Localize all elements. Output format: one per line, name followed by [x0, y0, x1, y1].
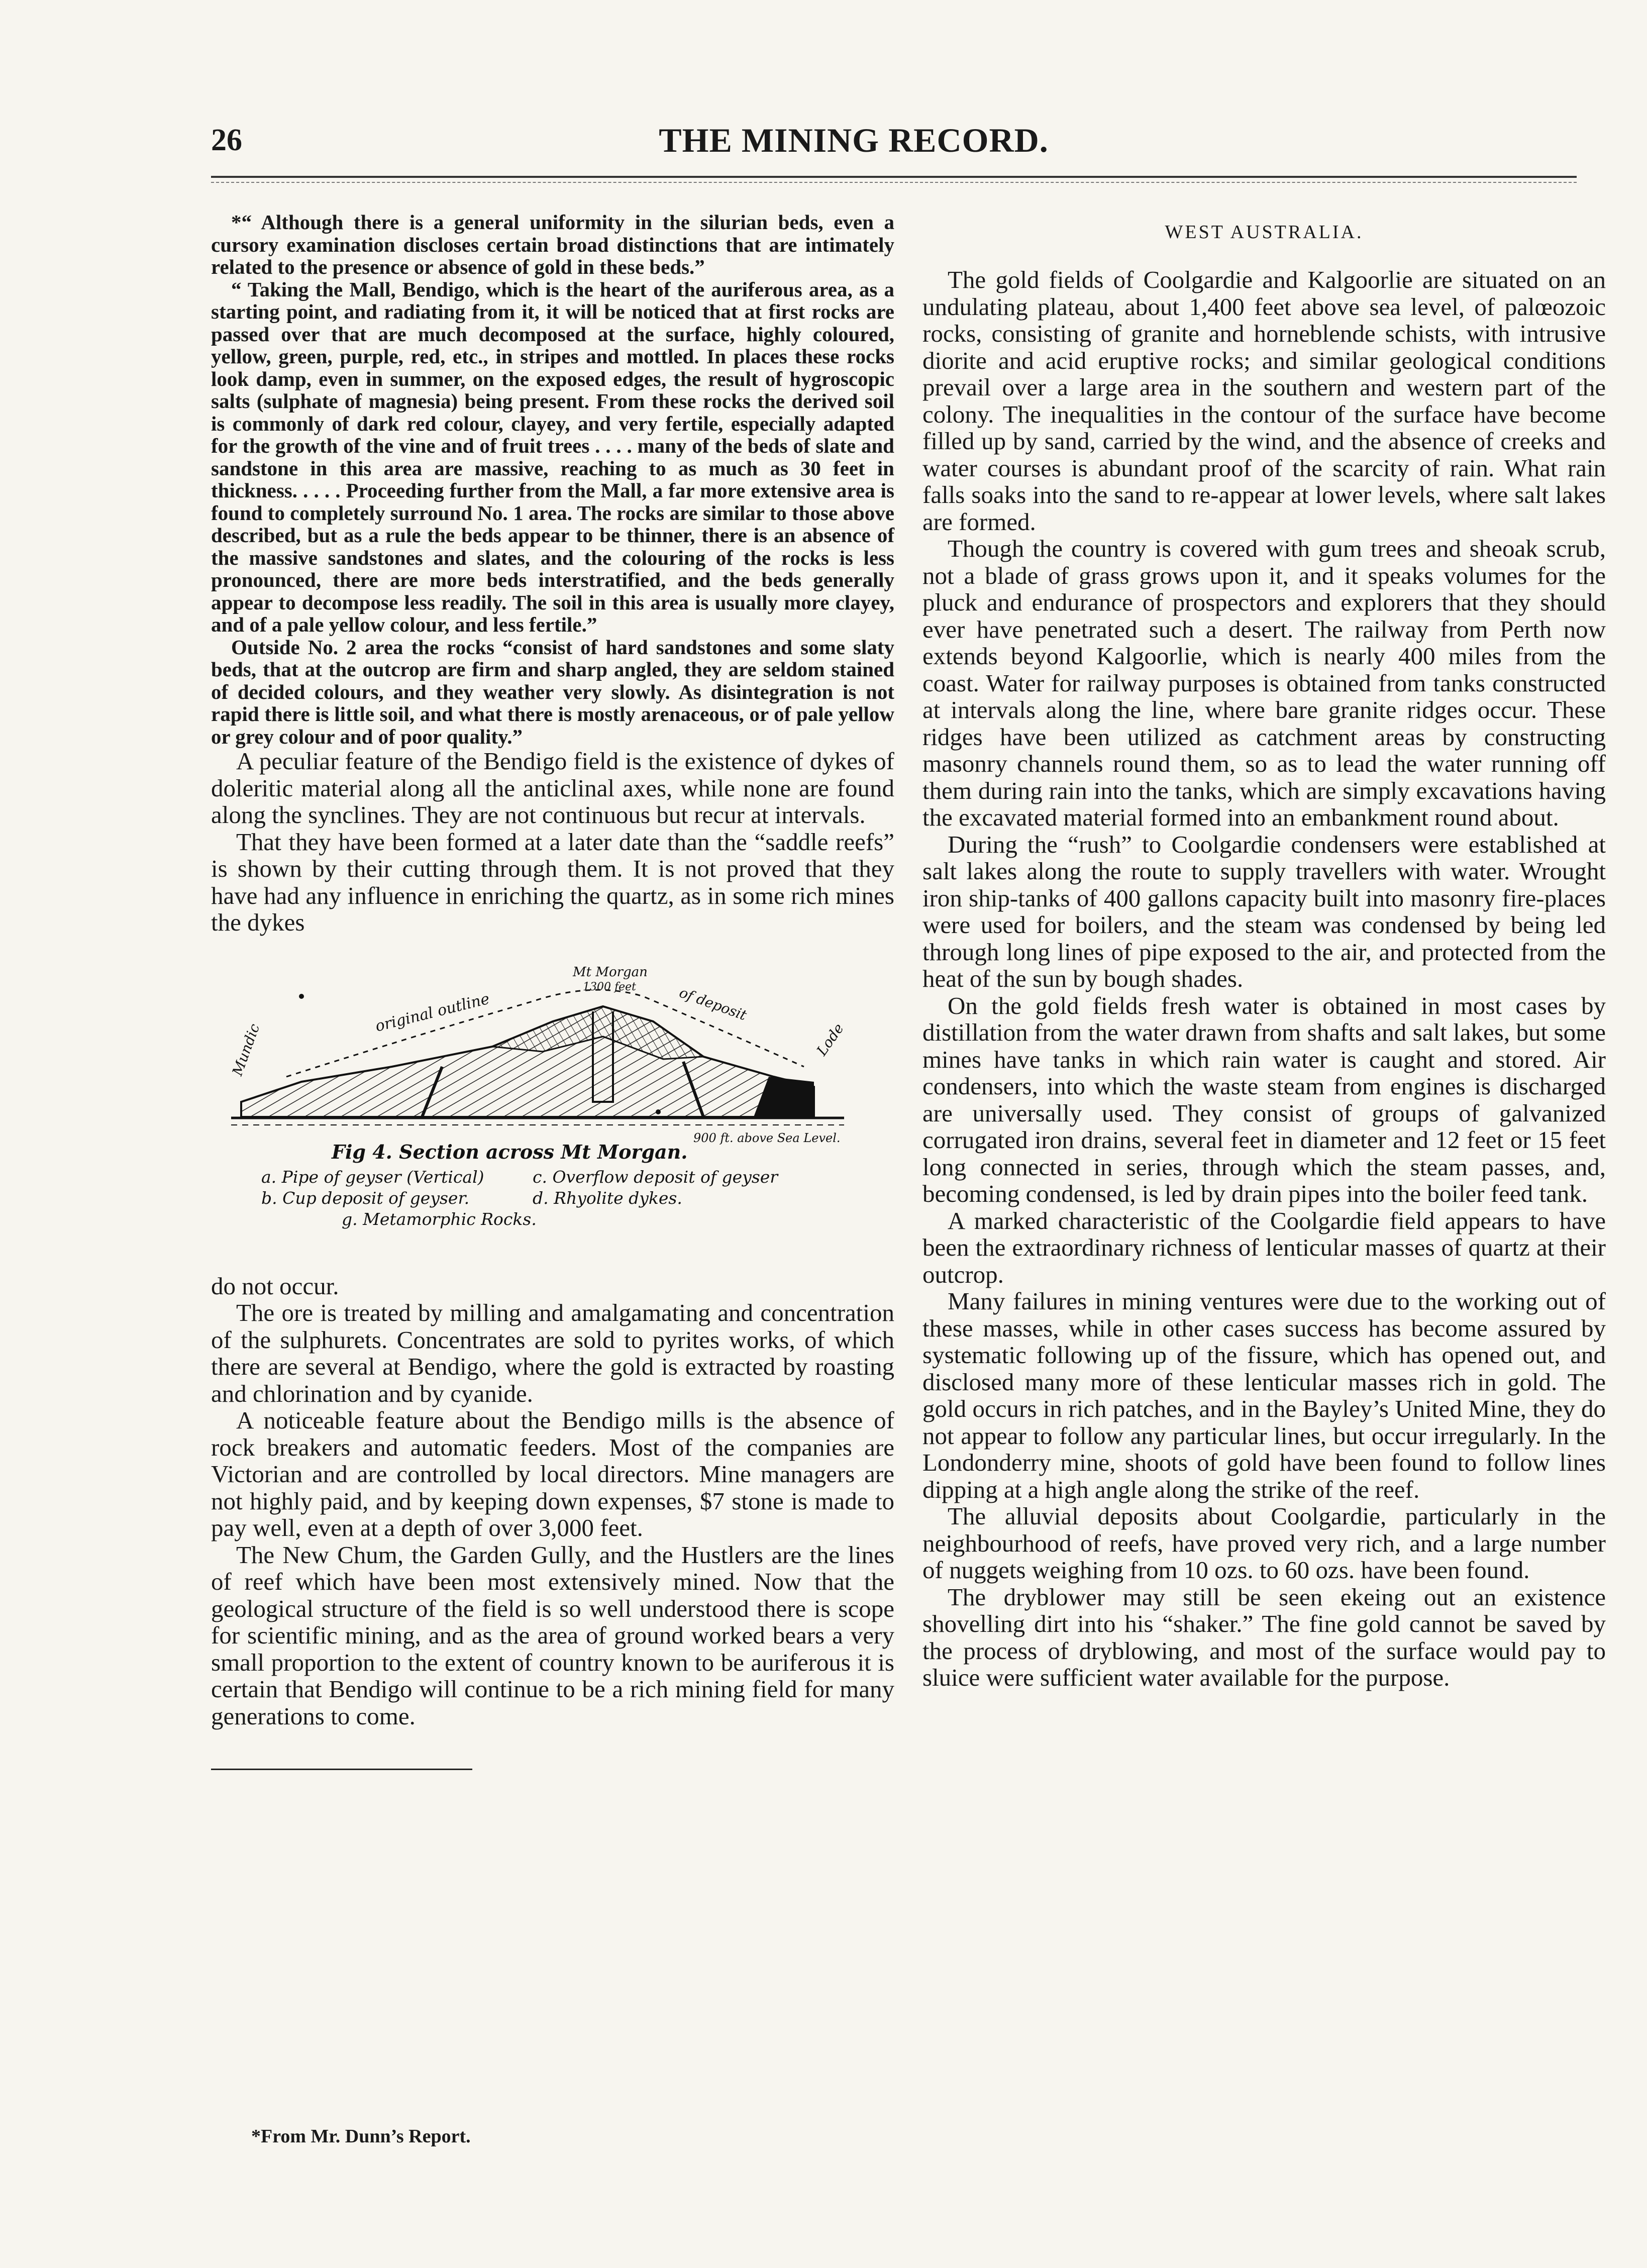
paragraph: A noticeable feature about the Bendigo mills is the absence of rock breakers and automatic feeders. Most of the companies are Victorian and are controlled by local directors. Mine managers are not highly paid, and by keeping down expenses, $7 stone is made to pay well, even at a depth of over 3,000 feet.	[211, 1406, 894, 1541]
paragraph: That they have been formed at a later date than the “saddle reefs” is shown by their cutting through them. It is not proved that they have had any influence in enriching the quartz, as in some rich mines the dykes	[211, 828, 894, 936]
figure-caption-g: g. Metamorphic Rocks.	[342, 1209, 537, 1229]
page-number: 26	[211, 123, 242, 157]
label-deposit: of deposit	[677, 984, 749, 1023]
body-text-bottom	[211, 1273, 894, 1730]
label-left-side: Mundic	[229, 1021, 263, 1078]
quote-paragraph: Outside No. 2 area the rocks “consist of hard sandstones and some slaty beds, that at the outcrop are firm and sharp angled, they are seldom stained of decided colours, and they weather very slowly. As disintegration is not rapid there is little soil, and what there is mostly arenaceous, or of pale yellow or grey colour and of poor quality.”	[211, 635, 894, 748]
paragraph: The ore is treated by milling and amalgamating and concentration of the sulphurets. Concentrates are sold to pyrites works, of which there are several at Bendigo, where the gold is extracted by roasting and chlorination and by cyanide.	[211, 1299, 894, 1407]
quote-paragraph: *“ Although there is a general uniformity in the silurian beds, even a cursory examination discloses certain broad distinctions that are intimately related to the presence or absence of gold in these beds.”	[211, 211, 894, 278]
label-sea-level: 900 ft. above Sea Level.	[693, 1130, 841, 1145]
right-column	[922, 221, 1606, 1691]
journal-title: THE MINING RECORD.	[659, 121, 1049, 159]
paragraph: The dryblower may still be seen ekeing out an existence shovelling dirt into his “shaker.” The fine gold cannot be saved by the process of dryblowing, and most of the surface would pay to sluice were sufficient water available for the purpose.	[922, 1583, 1606, 1691]
label-summit: Mt Morgan	[573, 964, 648, 980]
figure-section-mt-morgan	[211, 951, 894, 1232]
paragraph: On the gold fields fresh water is obtained in most cases by distillation from the water drawn from shafts and salt lakes, but some mines have tanks in which rain water is caught and stored. Air condensers, into which the waste steam from engines is discharged are universally used. They consist of groups of galvanized corrugated iron drains, several feet in diameter and 12 feet or 15 feet long connected in series, through which the steam passes, and, becoming condensed, is led by drain pipes into the boiler feed tank.	[922, 991, 1606, 1207]
figure-caption-a: a. Pipe of geyser (Vertical)	[261, 1167, 484, 1187]
figure-caption-d: d. Rhyolite dykes.	[533, 1188, 682, 1208]
paragraph: The gold fields of Coolgardie and Kalgoorlie are situated on an undulating plateau, about 1,400 feet above sea level, of palœozoic rocks, consisting of granite and horneblende schists, with intrusive diorite and acid eruptive rocks; and similar geological conditions prevail over a large area in the southern and western part of the colony. The inequalities in the contour of the surface have become filled up by sand, carried by the wind, and the absence of creeks and water courses is abundant proof of the scarcity of rain. What rain falls soaks into the sand to re-appear at lower levels, where salt lakes are formed.	[922, 266, 1606, 536]
paragraph: The alluvial deposits about Coolgardie, particularly in the neighbourhood of reefs, have proved very rich, and a large number of nuggets weighing from 10 ozs. to 60 ozs. have been found.	[922, 1502, 1606, 1584]
left-column	[211, 211, 894, 1770]
paragraph: During the “rush” to Coolgardie condensers were established at salt lakes along the route to supply travellers with water. Wrought iron ship-tanks of 400 gallons capacity built into masonry fire-places were used for boilers, and the steam was condensed by being led through long lines of pipe exposed to the air, and protected from the heat of the sun by bough shades.	[922, 830, 1606, 992]
label-summit-note: 1300 feet	[583, 980, 637, 993]
section-title: WEST AUSTRALIA.	[1165, 222, 1364, 243]
paragraph: do not occur.	[211, 1272, 339, 1300]
footnote: *From Mr. Dunn’s Report.	[251, 2126, 471, 2147]
figure-caption-c: c. Overflow deposit of geyser	[533, 1167, 778, 1187]
geological-section-drawing	[211, 951, 894, 1162]
page-header	[211, 121, 1496, 166]
paragraph: A marked characteristic of the Coolgardie field appears to have been the extraordinary richness of lenticular masses of quartz at their outcrop.	[922, 1206, 1606, 1288]
mountain-outline	[241, 1006, 814, 1117]
paragraph: Though the country is covered with gum trees and sheoak scrub, not a blade of grass grows upon it, and it speaks volumes for the pluck and endurance of prospectors and explorers that they should ever have penetrated such a desert. The railway from Perth now extends beyond Kalgoorlie, which is nearly 400 miles from the coast. Water for railway purposes is obtained from tanks constructed at intervals along the line, where bare granite ridges occur. These ridges have been utilized as catchment areas by constructing masonry channels round them, so as to lead the water running off them during rain into the tanks, which are simply excavations having the excavated material formed into an embankment round about.	[922, 535, 1606, 831]
quote-paragraph: “ Taking the Mall, Bendigo, which is the heart of the auriferous area, as a starting point, and radiating from it, it will be noticed that at first rocks are passed over that are much decomposed at the surface, highly coloured, yellow, green, purple, red, etc., in stripes and mottled. In places these rocks look damp, even in summer, on the exposed edges, the result of hygroscopic salts (sulphate of magnesia) being present. From these rocks the derived soil is commonly of dark red colour, clayey, and very fertile, especially adapted for the growth of the vine and of fruit trees . . . . many of the beds of slate and sandstone in this area are massive, reaching to as much as 30 feet in thickness. . . . . Proceeding further from the Mall, a far more extensive area is found to completely surround No. 1 area. The rocks are similar to those above described, but as a rule the beds appear to be thinner, there is an absence of the massive sandstones and slates, and the colouring of the rocks is less pronounced, there are more beds interstratified, and the beds generally appear to decompose less readily. The soil in this area is usually more clayey, and of a pale yellow colour, and less fertile.”	[211, 277, 894, 636]
quoted-report	[211, 211, 894, 748]
paragraph: A peculiar feature of the Bendigo field is the existence of dykes of doleritic material along all the anticlinal axes, while none are found along the synclines. They are not continuous but recur at intervals.	[211, 747, 894, 829]
footnote-rule	[211, 1769, 472, 1770]
header-rule-dashed	[211, 182, 1577, 183]
label-original-outline: original outline	[373, 989, 491, 1036]
paragraph: The New Chum, the Garden Gully, and the Hustlers are the lines of reef which have been most extensively mined. Now that the geological structure of the field is so well understood there is scope for scientific mining, and as the area of ground worked bears a very small proportion to the extent of country known to be auriferous it is certain that Bendigo will continue to be a rich mining field for many generations to come.	[211, 1540, 894, 1730]
body-text-top	[211, 748, 894, 936]
figure-caption-b: b. Cup deposit of geyser.	[261, 1188, 470, 1208]
paragraph: Many failures in mining ventures were due to the working out of these masses, while in other cases success has become assured by systematic following up of the fissure, which has opened out, and disclosed many more of these lenticular masses rich in gold. The gold occurs in rich patches, and in the Bayley’s United Mine, they do not appear to follow any particular lines, but occur irregularly. In the Londonderry mine, shoots of gold have been found to follow lines dipping at a high angle along the strike of the reef.	[922, 1287, 1606, 1503]
figure-caption-title: Fig 4. Section across Mt Morgan.	[332, 1140, 688, 1163]
label-right-side: Lode	[813, 1020, 847, 1059]
header-rule	[211, 176, 1577, 178]
